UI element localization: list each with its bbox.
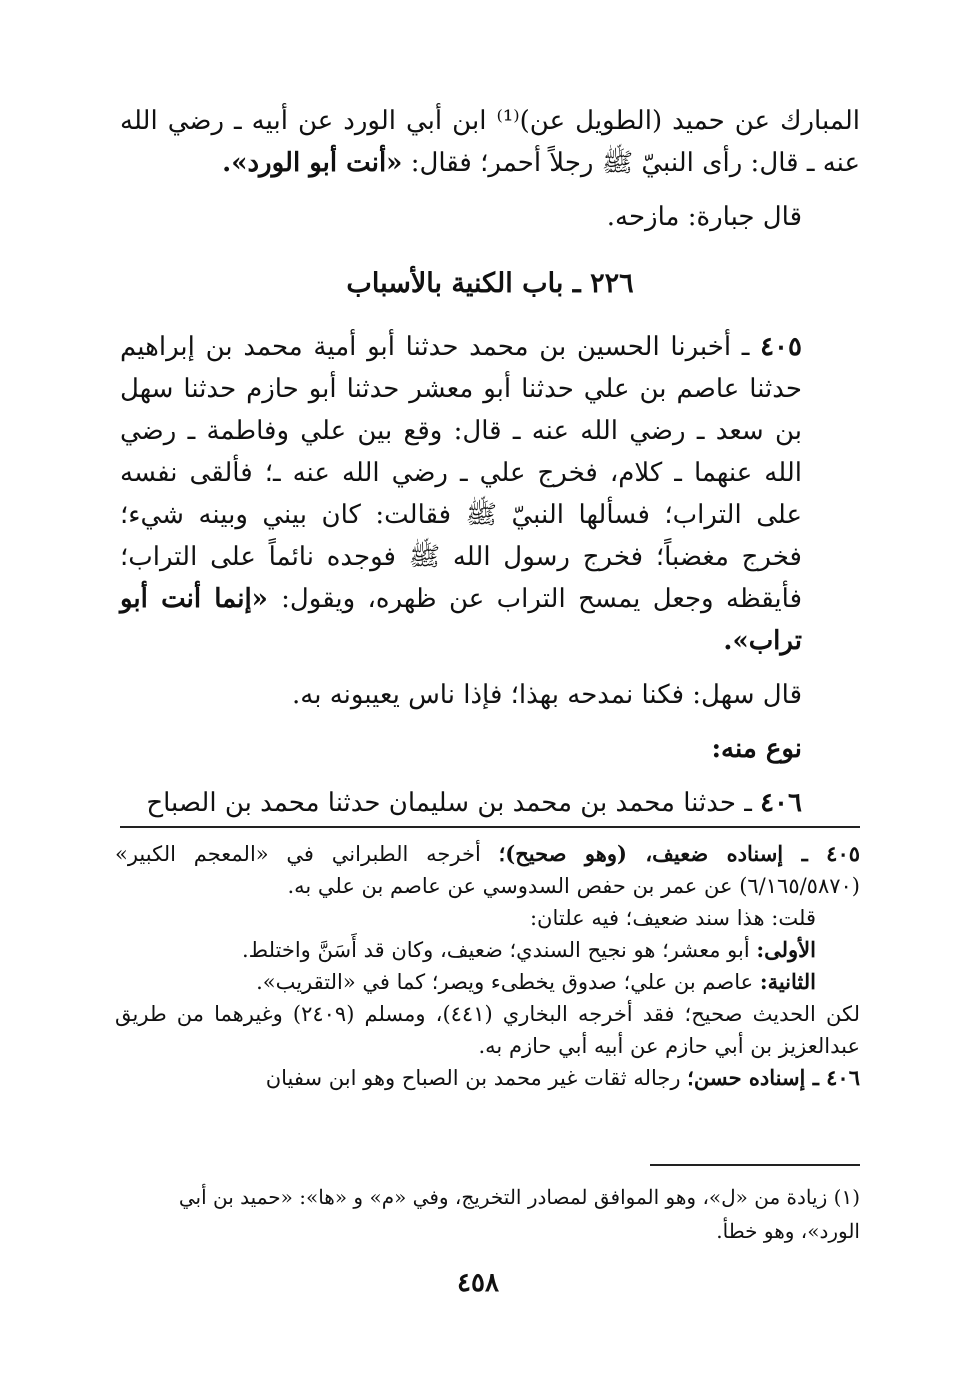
footnotes bbox=[120, 1180, 860, 1248]
footnote-1 bbox=[120, 1180, 860, 1248]
notes-divider bbox=[120, 826, 860, 828]
note-second-label: الثانية: bbox=[759, 969, 816, 994]
note-qult: قلت: هذا سند ضعيف؛ فيه علتان: bbox=[529, 906, 816, 930]
note-lakin: لكن الحديث صحيح؛ فقد أخرجه البخاري (٤٤١)، ومسلم (٢٤٠٩) وغيرهما من طريق عبدالعزيز بن أبي حازم عن أبيه أبي حازم به. bbox=[115, 1002, 860, 1058]
naw-heading: نوع منه: bbox=[711, 734, 802, 764]
note-second-defect bbox=[115, 966, 860, 998]
hadith-406-text: ـ حدثنا محمد بن محمد بن سليمان حدثنا محمد بن الصباح bbox=[146, 788, 761, 818]
footnote-1-marker: (١) bbox=[833, 1185, 860, 1209]
note-second-text: عاصم بن علي؛ صدوق يخطىء ويصر؛ كما في «التقريب». bbox=[256, 970, 760, 994]
note-405-label: ٤٠٥ ـ إسناده ضعيف، (وهو صحيح)؛ bbox=[498, 841, 861, 866]
hadith-405-text: ـ أخبرنا الحسين بن محمد حدثنا أبو أمية محمد بن إبراهيم حدثنا عاصم بن علي حدثنا أبو معشر حدثنا أبو حازم حدثنا سهل بن سعد ـ رضي الله عنه ـ قال: وقع بين علي وفاطمة ـ رضي الله عنهما ـ كلام، فخرج علي ـ رضي الله عنه ـ؛ فألقى نفسه على التراب؛ فسألها النبيّ ﷺ فقالت: كان بيني وبينه شيء؛ فخرج مغضباً؛ فخرج رسول الله ﷺ فوجده نائماً على التراب؛ فأيقظه وجعل يمسح التراب عن ظهره، ويقول: bbox=[120, 332, 803, 614]
note-first-label: الأولى: bbox=[756, 937, 816, 962]
hadith-405-quote: «إنما أنت أبو تراب». bbox=[120, 584, 802, 656]
intro-quote: «أنت أبو الورد». bbox=[222, 148, 403, 178]
hadith-405-number: ٤٠٥ bbox=[760, 332, 802, 362]
note-405 bbox=[115, 838, 860, 902]
note-406-text: رجاله ثقات غير محمد بن الصباح وهو ابن سفيان bbox=[265, 1066, 688, 1090]
intro-paragraph bbox=[120, 100, 860, 184]
hadith-406-number: ٤٠٦ bbox=[760, 788, 802, 818]
note-406-label: ٤٠٦ ـ إسناده حسن؛ bbox=[687, 1065, 860, 1090]
page-number: ٤٥٨ bbox=[457, 1268, 499, 1298]
takhrij-notes bbox=[115, 838, 860, 1094]
note-406 bbox=[115, 1062, 860, 1094]
chapter-heading: ٢٢٦ ـ باب الكنية بالأسباب bbox=[346, 268, 634, 299]
note-405-text: أخرجه الطبراني في «المعجم الكبير» (٦/١٦٥/٥٨٧٠) عن عمر بن حفص السدوسي عن عاصم بن علي به. bbox=[115, 842, 860, 898]
hadith-406 bbox=[120, 782, 860, 824]
note-first-defect bbox=[115, 934, 860, 966]
hadith-405 bbox=[120, 326, 860, 662]
intro-text: المبارك عن حميد (الطويل عن)⁽¹⁾ ابن أبي الورد عن أبيه ـ رضي الله عنه ـ قال: رأى النبيّ ﷺ رجلاً أحمر؛ فقال: bbox=[120, 106, 860, 178]
footnote-divider bbox=[650, 1164, 860, 1166]
note-first-text: أبو معشر؛ هو نجيح السندي؛ ضعيف، وكان قد أَسَنَّ واختلط. bbox=[241, 938, 757, 962]
footnote-1-text: زيادة من «ل»، وهو الموافق لمصادر التخريج، وفي «م» و «ها»: «حميد بن أبي الورد»، وهو خطأ. bbox=[178, 1185, 860, 1243]
main-text bbox=[120, 100, 860, 824]
jabara-line: قال جبارة: مازحه. bbox=[606, 202, 802, 232]
sahl-line: قال سهل: فكنا نمدحه بهذا؛ فإذا ناس يعيبونه به. bbox=[292, 680, 802, 710]
